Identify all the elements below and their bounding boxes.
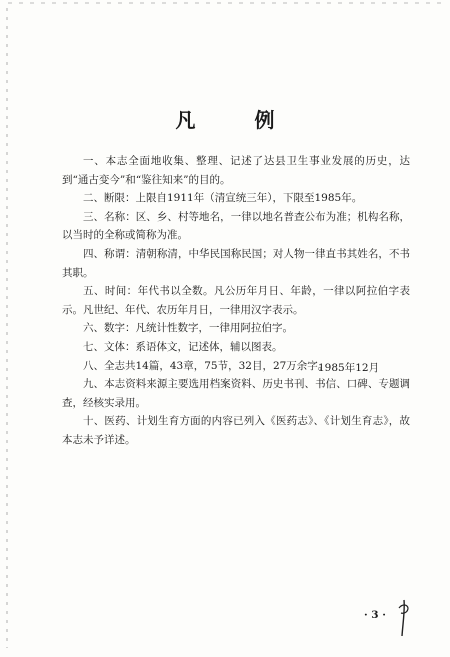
note-item-4: 四、称谓：清朝称清，中华民国称民国；对人物一律直书其姓名，不书其职。 <box>62 247 410 279</box>
note-item-3: 三、名称：区、乡、村等地名，一律以地名普查公布为准；机构名称，以当时的全称或简称为准。 <box>62 210 410 242</box>
note-item-8: 八、全志共14篇，43章，75节，32目，27万余字。 <box>83 359 329 372</box>
note-item-5: 五、时间：年代书以全数。凡公历年月日、年龄，一律以阿拉伯字表示。凡世纪、年代、农历年月日，一律用汉字表示。 <box>62 285 410 316</box>
note-item-6: 六、数字：凡统计性数字，一律用阿拉伯字。 <box>83 322 293 335</box>
scan-edge-top <box>8 2 444 4</box>
note-item-7: 七、文体：系语体文，记述体，辅以图表。 <box>83 340 283 353</box>
page-number: · 3 · <box>364 609 386 621</box>
note-item-9: 九、本志资料来源主要选用档案资料、历史书刊、书信、口碑、专题调查，经核实录用。 <box>62 378 410 409</box>
notes-list <box>62 152 410 450</box>
page-title: 凡 例 <box>175 108 301 132</box>
note-item-1: 一、本志全面地收集、整理、记述了达县卫生事业发展的历史，达到“通古变今”和“鉴往知来”的目的。 <box>62 155 410 186</box>
note-item-10: 十、医药、计划生育方面的内容已列入《医药志》、《计划生育志》，故本志未予详述。 <box>62 415 410 446</box>
note-item-2: 二、断限：上限自1911年（清宣统三年），下限至1985年。 <box>83 192 363 205</box>
date-line: 1985年12月 <box>318 362 380 374</box>
handwritten-mark-icon <box>396 598 410 638</box>
